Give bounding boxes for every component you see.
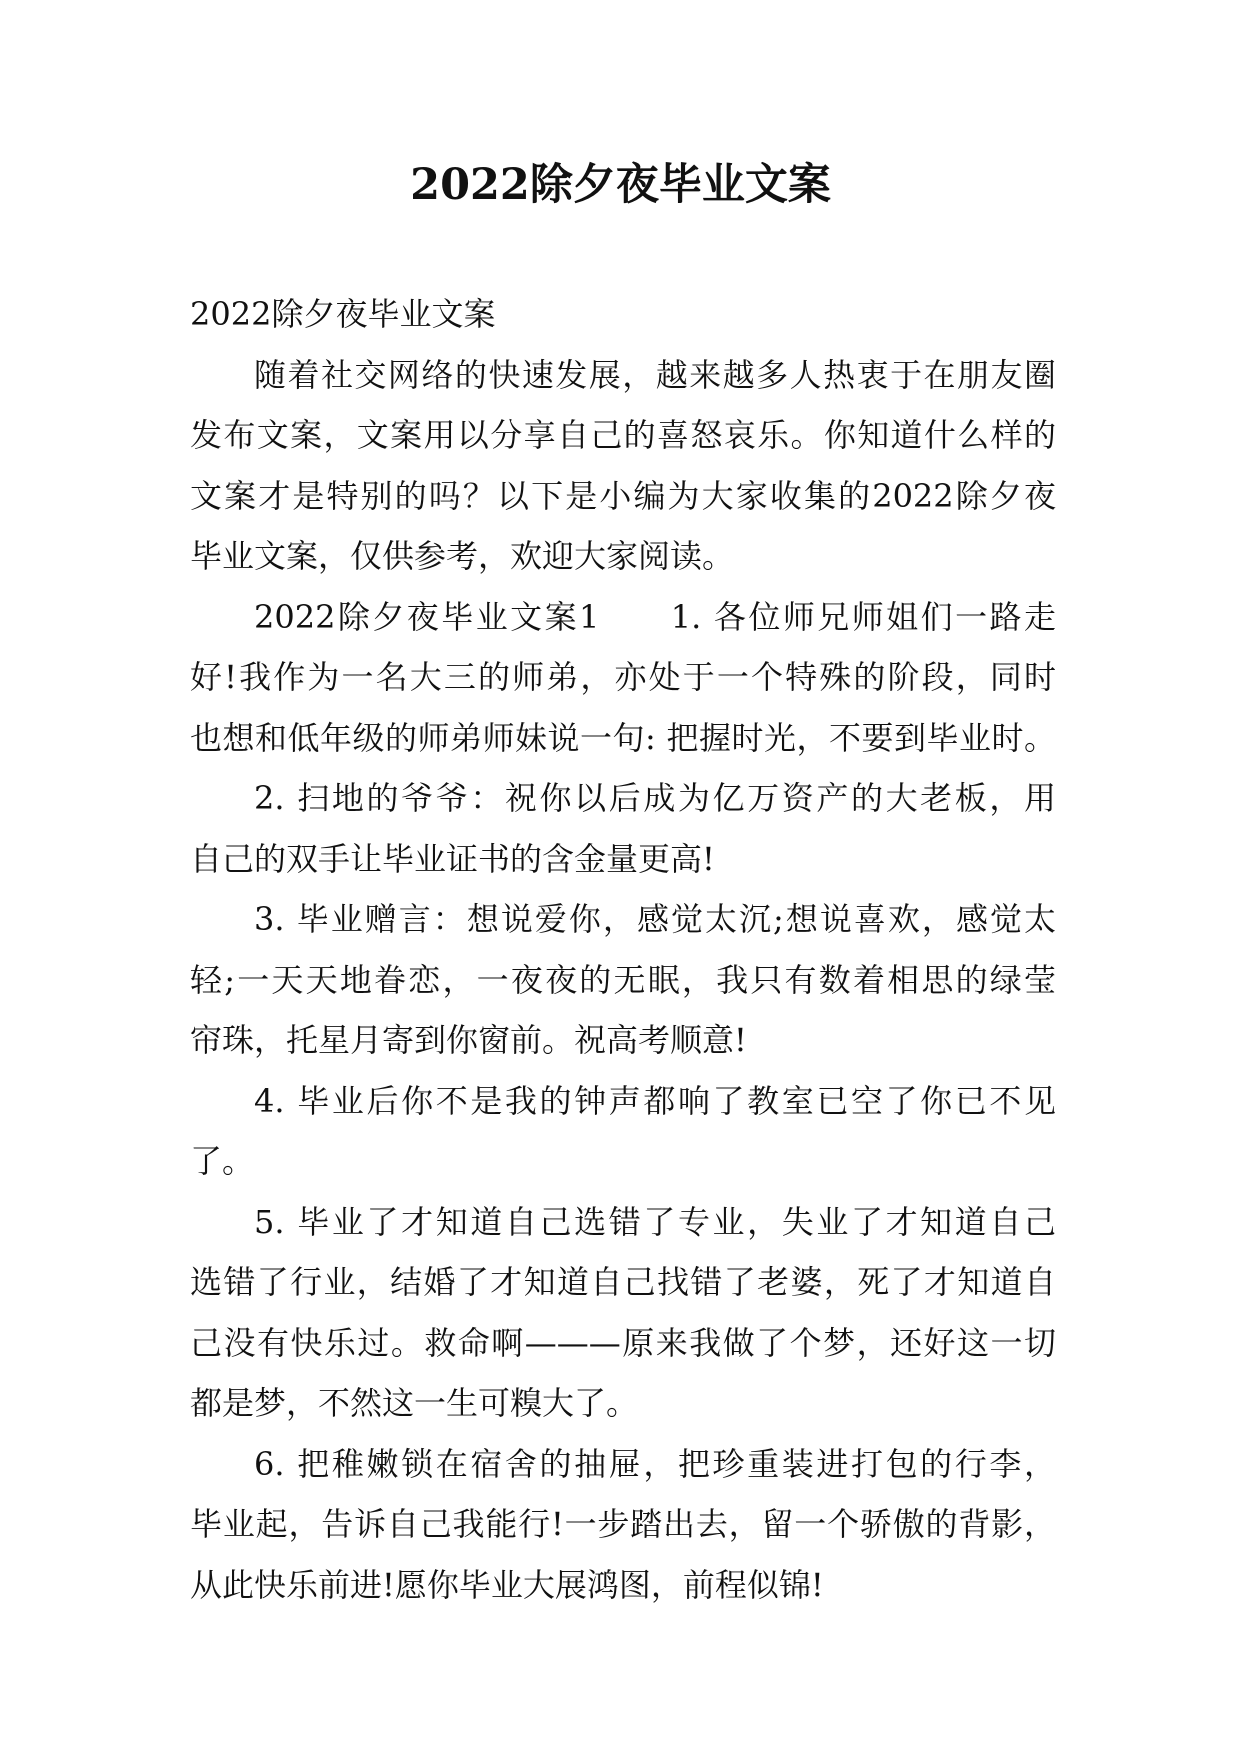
paragraph-line: 毕业文案，仅供参考，欢迎大家阅读。 [190,537,735,575]
paragraph-line: 都是梦，不然这一生可糗大了。 [190,1384,639,1422]
paragraph-line: 2022除夕夜毕业文案1 1. 各位师兄师姐们一路走 [254,597,1056,636]
paragraph-line: 己没有快乐过。救命啊———原来我做了个梦，还好这一切 [190,1323,1056,1362]
paragraph-line: 5. 毕业了才知道自己选错了专业，失业了才知道自己 [254,1202,1056,1241]
paragraph-line: 帘珠，托星月寄到你窗前。祝高考顺意! [190,1021,747,1059]
document-body [190,284,1056,1615]
paragraph-line: 也想和低年级的师弟师妹说一句: 把握时光，不要到毕业时。 [190,718,1056,757]
paragraph-line: 4. 毕业后你不是我的钟声都响了教室已空了你已不见 [254,1081,1056,1120]
paragraph-line: 选错了行业，结婚了才知道自己找错了老婆，死了才知道自 [190,1263,1056,1301]
document-title: 2022除夕夜毕业文案 [410,160,831,210]
paragraph-line: 好!我作为一名大三的师弟，亦处于一个特殊的阶段，同时 [190,658,1056,696]
paragraph-line: 3. 毕业赠言：想说爱你，感觉太沉;想说喜欢，感觉太 [254,900,1056,938]
paragraph-line: 自己的双手让毕业证书的含金量更高! [190,839,715,878]
paragraph-line: 发布文案，文案用以分享自己的喜怒哀乐。你知道什么样的 [190,416,1056,454]
paragraph-line: 6. 把稚嫩锁在宿舍的抽屉，把珍重装进打包的行李， [254,1444,1056,1483]
paragraph-line: 毕业起，告诉自己我能行!一步踏出去，留一个骄傲的背影， [190,1505,1056,1543]
paragraph-line: 文案才是特别的吗？以下是小编为大家收集的2022除夕夜 [190,476,1056,515]
paragraph-line: 随着社交网络的快速发展，越来越多人热衷于在朋友圈 [254,355,1056,394]
paragraph-line: 2. 扫地的爷爷：祝你以后成为亿万资产的大老板，用 [254,779,1056,817]
paragraph-line: 轻;一天天地眷恋，一夜夜的无眠，我只有数着相思的绿莹 [190,960,1056,999]
paragraph-line: 从此快乐前进!愿你毕业大展鸿图，前程似锦! [190,1565,824,1604]
paragraph-line: 了。 [190,1142,255,1180]
subtitle-line: 2022除夕夜毕业文案 [190,295,496,333]
